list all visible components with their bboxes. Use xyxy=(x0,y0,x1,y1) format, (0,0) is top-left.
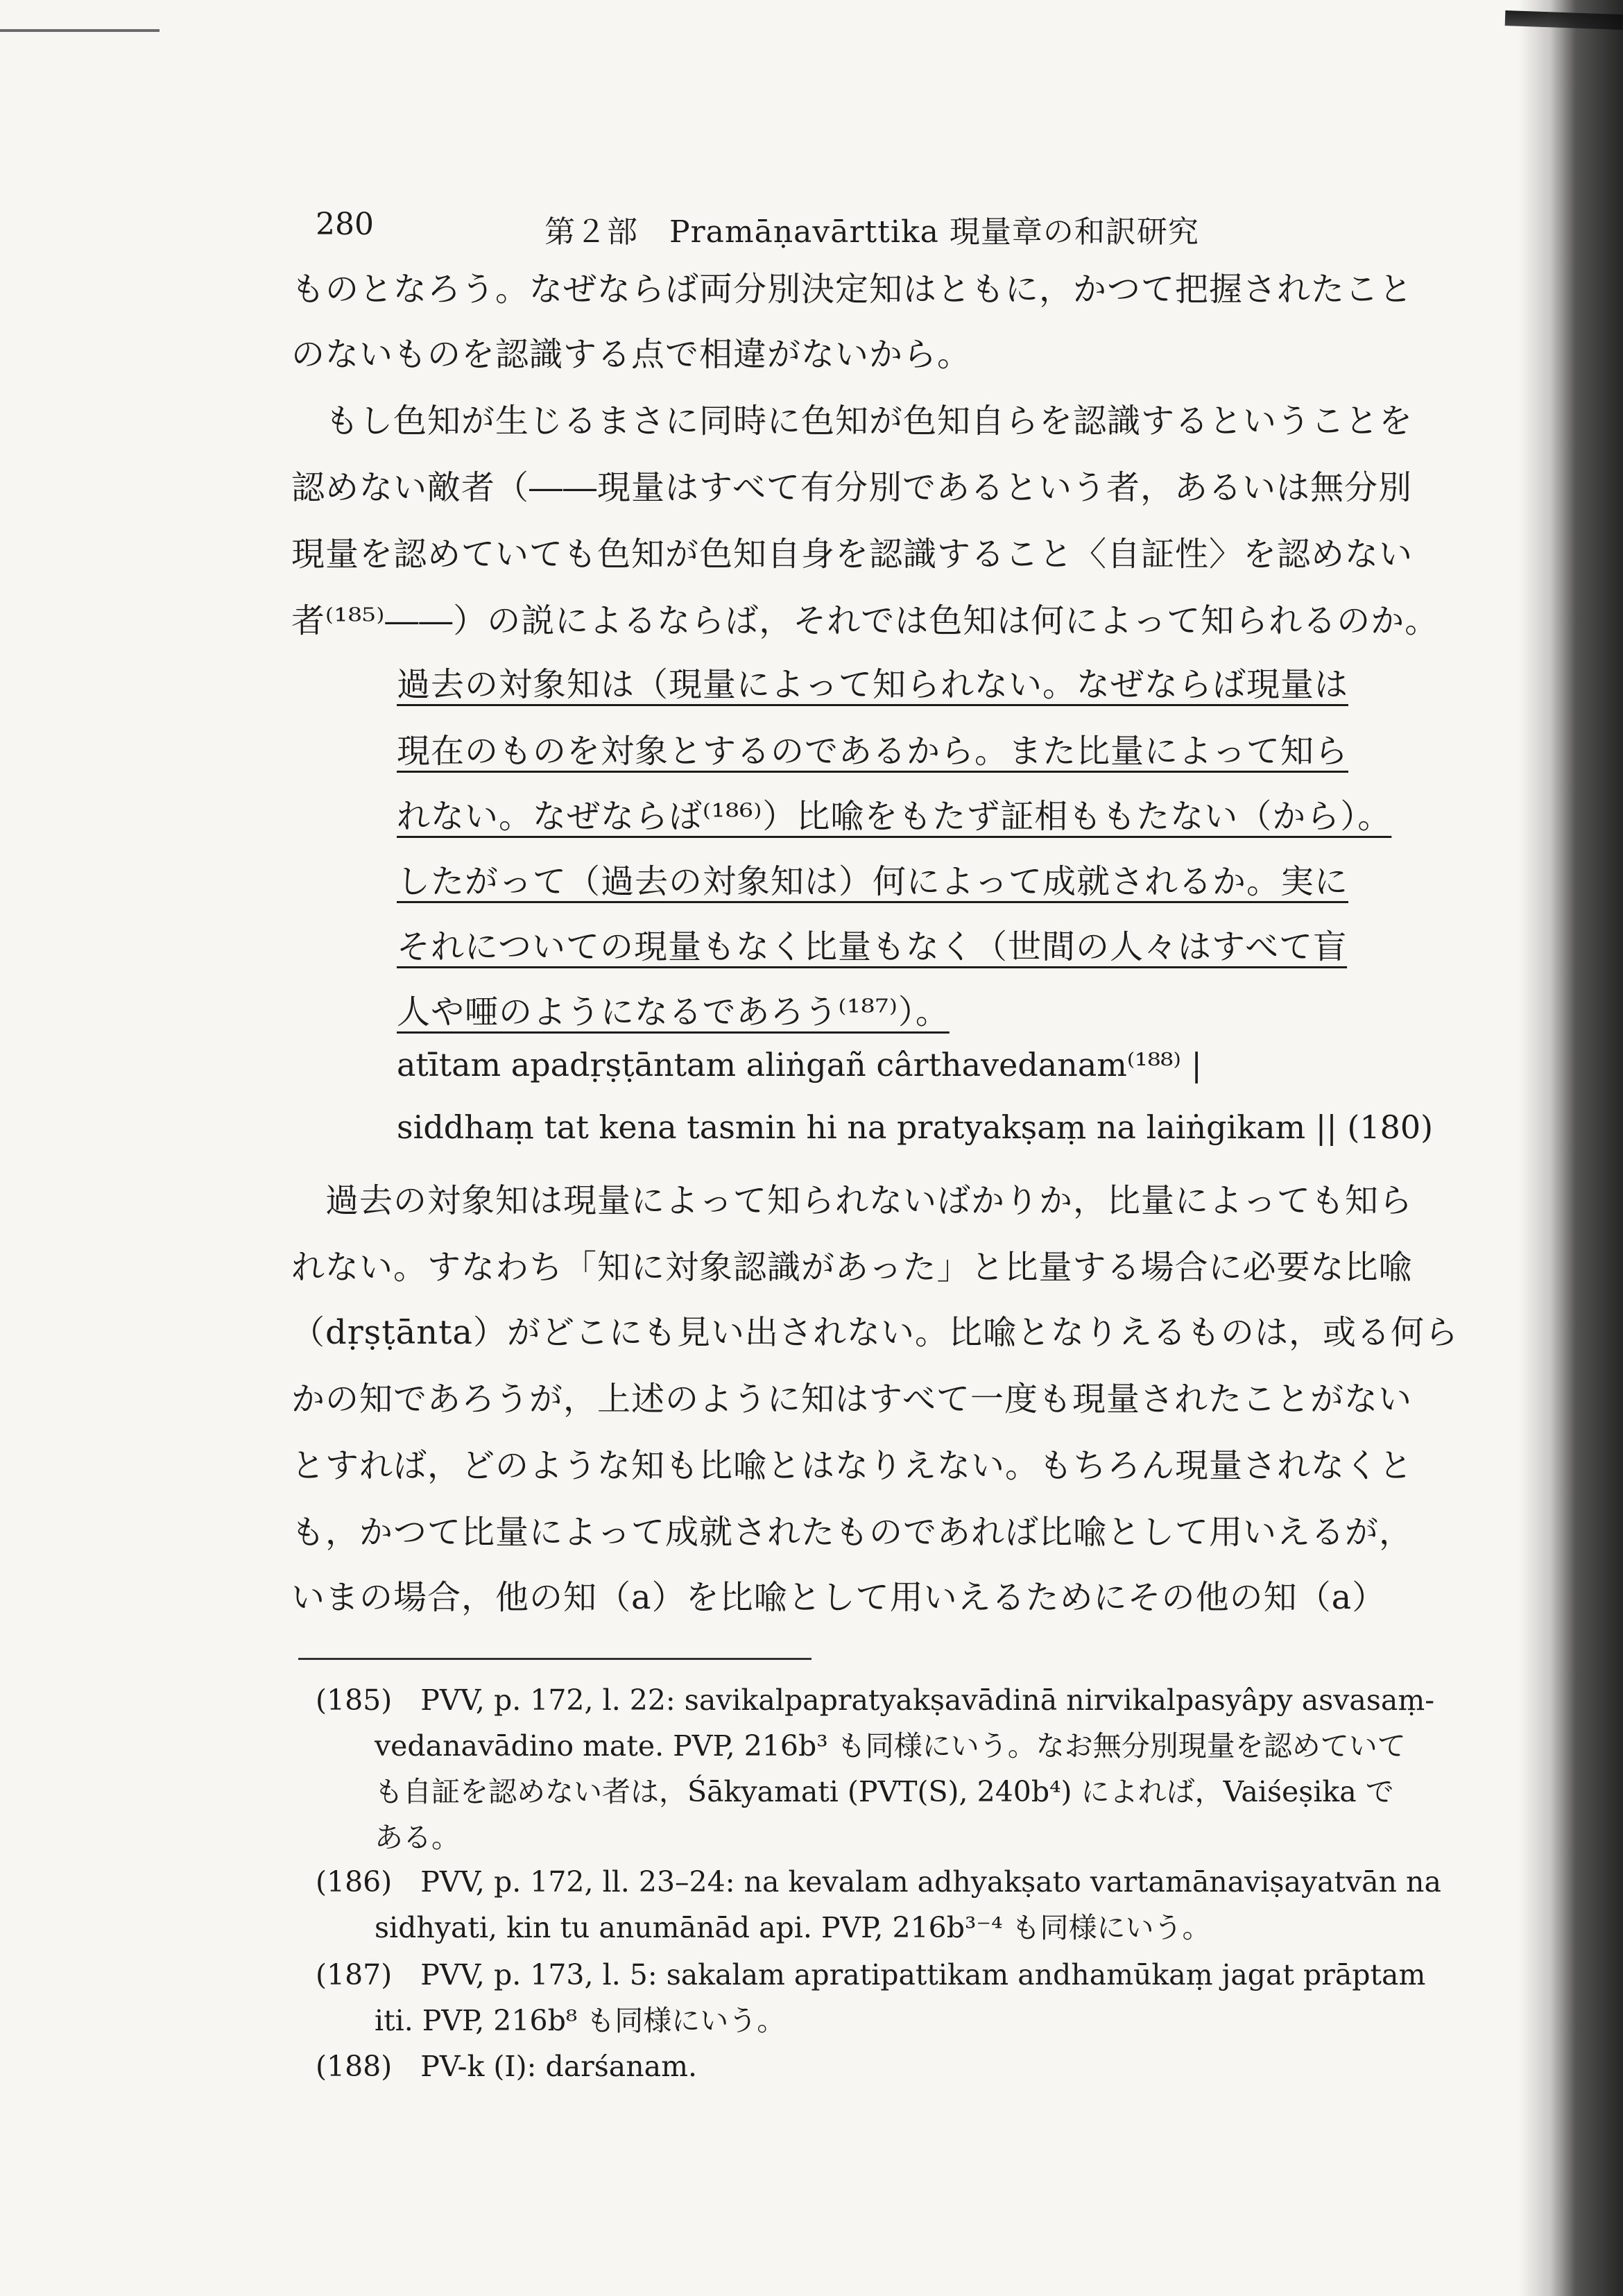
quote-line: 現在のものを対象とするのであるから。また比量によって知ら xyxy=(397,732,1349,771)
body-line: とすれば，どのような知も比喩とはなりえない。もちろん現量されなくと xyxy=(291,1446,1414,1485)
body-line: 過去の対象知は現量によって知られないばかりか，比量によっても知ら xyxy=(291,1181,1414,1220)
body-line: （dṛṣṭānta）がどこにも見い出されない。比喩となりえるものは，或る何ら xyxy=(291,1313,1459,1352)
running-head-title: 第２部 Pramāṇavārttika 現量章の和訳研究 xyxy=(544,214,1199,250)
scan-artifact-edge-shadow xyxy=(1519,0,1623,2296)
footnote-line: (185) PVV, p. 172, l. 22: savikalpapratyakṣavādinā nirvikalpasyâpy asvasaṃ- xyxy=(316,1684,1435,1717)
body-line: もし色知が生じるまさに同時に色知が色知自らを認識するということを xyxy=(291,402,1414,440)
page-number: 280 xyxy=(316,207,374,242)
body-line: 者⁽¹⁸⁵⁾――）の説によるならば，それでは色知は何によって知られるのか。 xyxy=(291,601,1439,640)
footnote-line: vedanavādino mate. PVP, 216b³ も同様にいう。なお無分別現量を認めていて xyxy=(375,1729,1406,1763)
footnote-line: (188) PV-k (I): darśanam. xyxy=(316,2050,697,2083)
body-line: 認めない敵者（――現量はすべて有分別であるという者，あるいは無分別 xyxy=(291,468,1413,507)
footnote-line: (186) PVV, p. 172, ll. 23–24: na kevalam adhyakṣato vartamānaviṣayatvān na xyxy=(316,1865,1441,1899)
quote-line: したがって（過去の対象知は）何によって成就されるか。実に xyxy=(397,862,1349,901)
body-line: かの知であろうが，上述のように知はすべて一度も現量されたことがない xyxy=(291,1380,1413,1419)
running-head xyxy=(316,207,1439,255)
footnote-line: sidhyati, kin tu anumānād api. PVP, 216b³⁻⁴ も同様にいう。 xyxy=(375,1911,1211,1944)
quote-line: 過去の対象知は（現量によって知られない。なぜならば現量は xyxy=(397,665,1349,704)
body-line: のないものを認識する点で相違がないから。 xyxy=(291,335,972,374)
body-line: ものとなろう。なぜならば両分別決定知はともに，かつて把握されたこと xyxy=(291,270,1414,309)
quote-line: それについての現量もなく比量もなく（世間の人々はすべて盲 xyxy=(397,927,1348,966)
footnote-divider xyxy=(298,1658,812,1660)
footnote-line: も自証を認めない者は，Śākyamati (PVT(S), 240b⁴) によれば，Vaiśeṣika で xyxy=(375,1775,1394,1808)
footnote-line: iti. PVP, 216b⁸ も同様にいう。 xyxy=(375,2004,786,2037)
body-line: も，かつて比量によって成就されたものであれば比喩として用いえるが， xyxy=(291,1513,1414,1552)
body-line: 現量を認めていても色知が色知自身を認識すること〈自証性〉を認めない xyxy=(291,535,1414,574)
verse-line: siddhaṃ tat kena tasmin hi na pratyakṣaṃ na laiṅgikam || (180) xyxy=(397,1108,1434,1146)
scan-artifact-rule xyxy=(0,29,160,32)
footnote-line: (187) PVV, p. 173, l. 5: sakalam apratipattikam andhamūkaṃ jagat prāptam xyxy=(316,1958,1426,1991)
footnote-line: ある。 xyxy=(375,1821,460,1854)
body-line: いまの場合，他の知（a）を比喩として用いえるためにその他の知（a） xyxy=(291,1578,1386,1617)
quote-line: 人や唖のようになるであろう⁽¹⁸⁷⁾）。 xyxy=(397,993,950,1031)
verse-line: atītam apadṛṣṭāntam aliṅgañ cârthavedanam⁽¹⁸⁸⁾ | xyxy=(397,1046,1202,1083)
body-line: れない。すなわち「知に対象認識があった」と比量する場合に必要な比喩 xyxy=(291,1248,1413,1287)
quote-line: れない。なぜならば⁽¹⁸⁶⁾）比喩をもたず証相ももたない（から）。 xyxy=(397,797,1392,836)
